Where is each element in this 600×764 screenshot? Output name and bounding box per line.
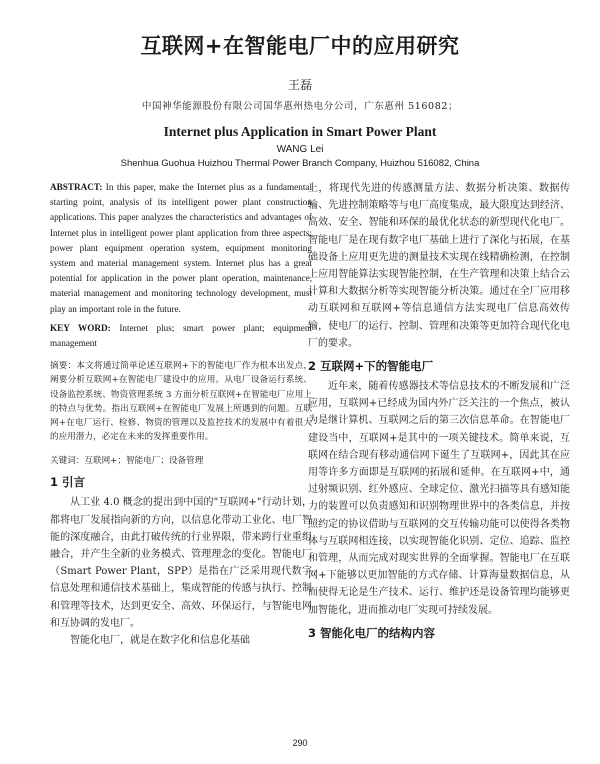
paper-title-cn: 互联网+在智能电厂中的应用研究: [140, 34, 460, 58]
affiliation-cn: 中国神华能源股份有限公司国华惠州热电分公司，广东惠州 516082；: [141, 101, 459, 112]
abstract-en: [50, 180, 312, 317]
keywords-en-text: Internet plus; smart power plant; equipment management: [50, 322, 313, 349]
abstract-en-text: In this paper, make the Internet plus as a fundamental starting point, analysis of its intelligent power plant construction applications. This paper analyzes the characteristics and advantages of Internet plus in intelligent power plant application from three aspects: power plant equipment operation system, equipment monitoring system and material management system. Internet plus has a great potential for application in the power plant operation, maintenance, material management and monitoring technology development, must play an important role in the future.: [50, 182, 312, 314]
page-number: 290: [292, 738, 308, 748]
paper-title-en: Internet plus Application in Smart Power Plant: [163, 124, 437, 139]
author-en: WANG Lei: [276, 144, 324, 155]
section-1-heading: 1 引言: [50, 475, 86, 490]
section-1-paragraph-2: 智能化电厂，就是在数字化和信息化基础: [70, 635, 250, 647]
keywords-cn: 关键词：互联网+；智能电厂；设备管理: [50, 456, 204, 467]
section-2-paragraph-1: 近年来，随着传感器技术等信息技术的不断发展和广泛应用，互联网+已经成为国内外广泛关注的一个焦点，被认为是继计算机、互联网之后的第三次信息革命。在智能电厂建设当中，互联网+是其中的一项关键技术。简单来说，互联网在结合现有移动通信网下诞生了互联网+，因此其在应用等许多方面即是互联网的拓展和延伸。在互联网+中，通过射频识别、红外感应、全球定位、激光扫描等具有感知能力的装置可以负责感知和识别物理世界中的各类信息，并按照约定的协议借助与互联网的交互传输功能可以使得各类物体与互联网相连接，以实现智能化识别、定位、追踪、监控和管理，从而完成对现实世界的全面掌握。智能电厂在互联网+下能够以更加智能的方式存储、计算海量数据信息，从而使得无论是生产技术、运行、维护还是设备管理均能够更加智能化，进而推动电厂实现可持续发展。: [308, 381, 570, 616]
section-2-heading: 2 互联网+下的智能电厂: [308, 359, 434, 374]
keywords-en-label: KEY WORD:: [50, 322, 111, 333]
abstract-en-label: ABSTRACT:: [50, 182, 103, 192]
author-cn: 王磊: [287, 78, 312, 92]
section-1-paragraph-2-continued: 上，将现代先进的传感测量方法、数据分析决策、数据传输、先进控制策略等与电厂高度集成，最大限度达到经济、高效、安全、智能和环保的最优化状态的新型现代化电厂。智能电厂是在现有数字电厂基础上进行了深化与拓展，在基础设备上应用更先进的测量技术实现在线精确检测，在控制上应用智能算法实现智能控制，在生产管理和决策上结合云计算和大数据分析等实现智能分析决策。通过在全厂应用移动互联网和互联网+等信息通信方法实现电厂信息高效传输，使电厂的运行、控制、管理和决策等更加符合现代化电厂的要求。: [308, 183, 570, 349]
abstract-cn: 摘要：本文将通过简单论述互联网+下的智能电厂作为根本出发点，阐要分析互联网+在智能电厂建设中的应用。从电厂设备运行系统、设备监控系统、物资管理系统 3 方面分析互联网+在智能电厂应用上的特点与优势。指出互联网+在智能电厂发展上所遇到的问题。互联网+在电厂运行、检修、物资的管理以及监控技术的发展中有着很大的应用潜力，必定在未来的发挥重要作用。: [50, 361, 312, 443]
section-1-paragraph-1: 从工业 4.0 概念的提出到中国的"互联网+"行动计划，都将电厂发展指向新的方向，以信息化带动工业化、电厂智能的深度融合，由此打破传统的行业界限，带来跨行业重组融合，并产生全新的业务模式、管理理念的变化。智能电厂（Smart Power Plant，SPP）是指在广泛采用现代数字信息处理和通信技术基础上，集成智能的传感与执行、控制和管理等技术，达到更安全、高效、环保运行，与智能电网和互协调的发电厂。: [50, 497, 312, 629]
keywords-en: [50, 321, 312, 351]
left-column: [50, 180, 312, 649]
section-3-heading: 3 智能化电厂的结构内容: [308, 625, 436, 640]
affiliation-en: Shenhua Guohua Huizhou Thermal Power Branch Company, Huizhou 516082, China: [120, 158, 480, 169]
right-column: [308, 180, 570, 645]
